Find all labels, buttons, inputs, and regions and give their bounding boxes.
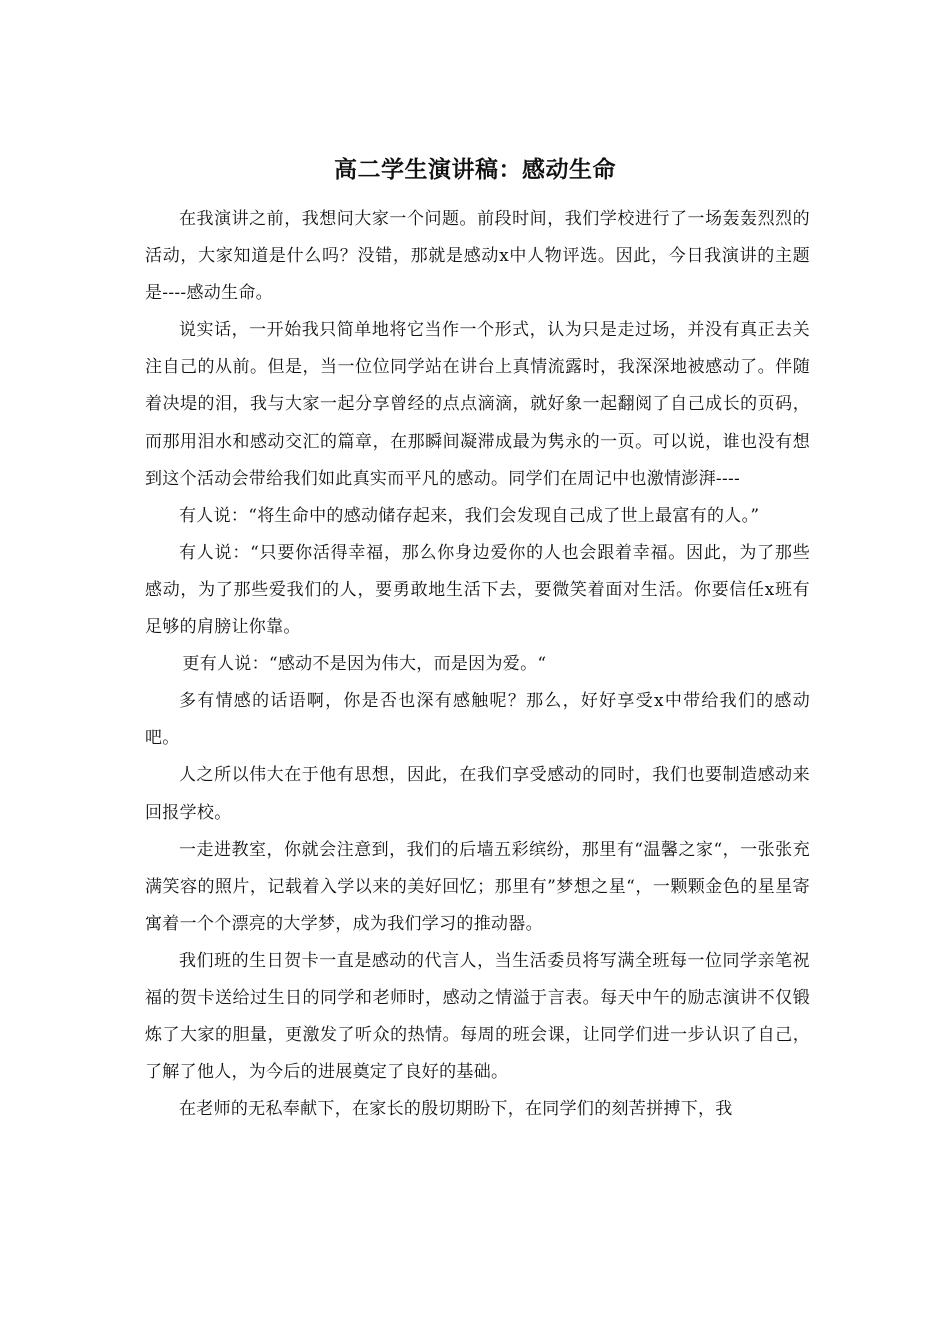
document-body bbox=[145, 201, 810, 1128]
paragraph-honesty: 说实话，一开始我只简单地将它当作一个形式，认为只是走过场，并没有真正去关注自己的从前。但是，当一位位同学站在讲台上真情流露时，我深深地被感动了。伴随着决堤的泪，我与大家一起分享曾经的点点滴滴，就好象一起翻阅了自己成长的页码，而那用泪水和感动交汇的篇章，在那瞬间凝滞成最为隽永的一页。可以说，谁也没有想到这个活动会带给我们如此真实而平凡的感动。同学们在周记中也激情澎湃---- bbox=[145, 320, 810, 489]
paragraph-classroom-wall: 一走进教室，你就会注意到，我们的后墙五彩缤纷，那里有“温馨之家“，一张张充满笑容的照片，记载着入学以来的美好回忆；那里有”梦想之星“，一颗颗金色的星星寄寓着一个个漂亮的大学梦，成为我们学习的推动器。 bbox=[145, 839, 810, 934]
paragraph-intro: 在我演讲之前，我想问大家一个问题。前段时间，我们学校进行了一场轰轰烈烈的活动，大家知道是什么吗？没错，那就是感动x中人物评选。因此，今日我演讲的主题是----感动生命。 bbox=[145, 209, 810, 304]
paragraph-quote-richest: 有人说：“将生命中的感动储存起来，我们会发现自己成了世上最富有的人。” bbox=[179, 505, 760, 526]
paragraph-feelings: 多有情感的话语啊，你是否也深有感触呢？那么，好好享受x中带给我们的感动吧。 bbox=[145, 691, 810, 749]
paragraph-quote-happiness: 有人说：“只要你活得幸福，那么你身边爱你的人也会跟着幸福。因此，为了那些感动，为了那些爱我们的人，要勇敢地生活下去，要微笑着面对生活。你要信任x班有足够的肩膀让你靠。 bbox=[145, 542, 810, 638]
paragraph-greatness: 人之所以伟大在于他有思想，因此，在我们享受感动的同时，我们也要制造感动来回报学校。 bbox=[145, 765, 810, 823]
paragraph-teachers: 在老师的无私奉献下，在家长的殷切期盼下，在同学们的刻苦拼搏下，我 bbox=[179, 1099, 733, 1120]
paragraph-birthday-cards: 我们班的生日贺卡一直是感动的代言人，当生活委员将写满全班每一位同学亲笔祝福的贺卡送给过生日的同学和老师时，感动之情溢于言表。每天中午的励志演讲不仅锻炼了大家的胆量，更激发了听众的热情。每周的班会课，让同学们进一步认识了自己，了解了他人，为今后的进展奠定了良好的基础。 bbox=[145, 950, 810, 1083]
paragraph-quote-love: 更有人说：“感动不是因为伟大，而是因为爱。“ bbox=[182, 654, 547, 675]
document-title: 高二学生演讲稿：感动生命 bbox=[334, 156, 616, 183]
